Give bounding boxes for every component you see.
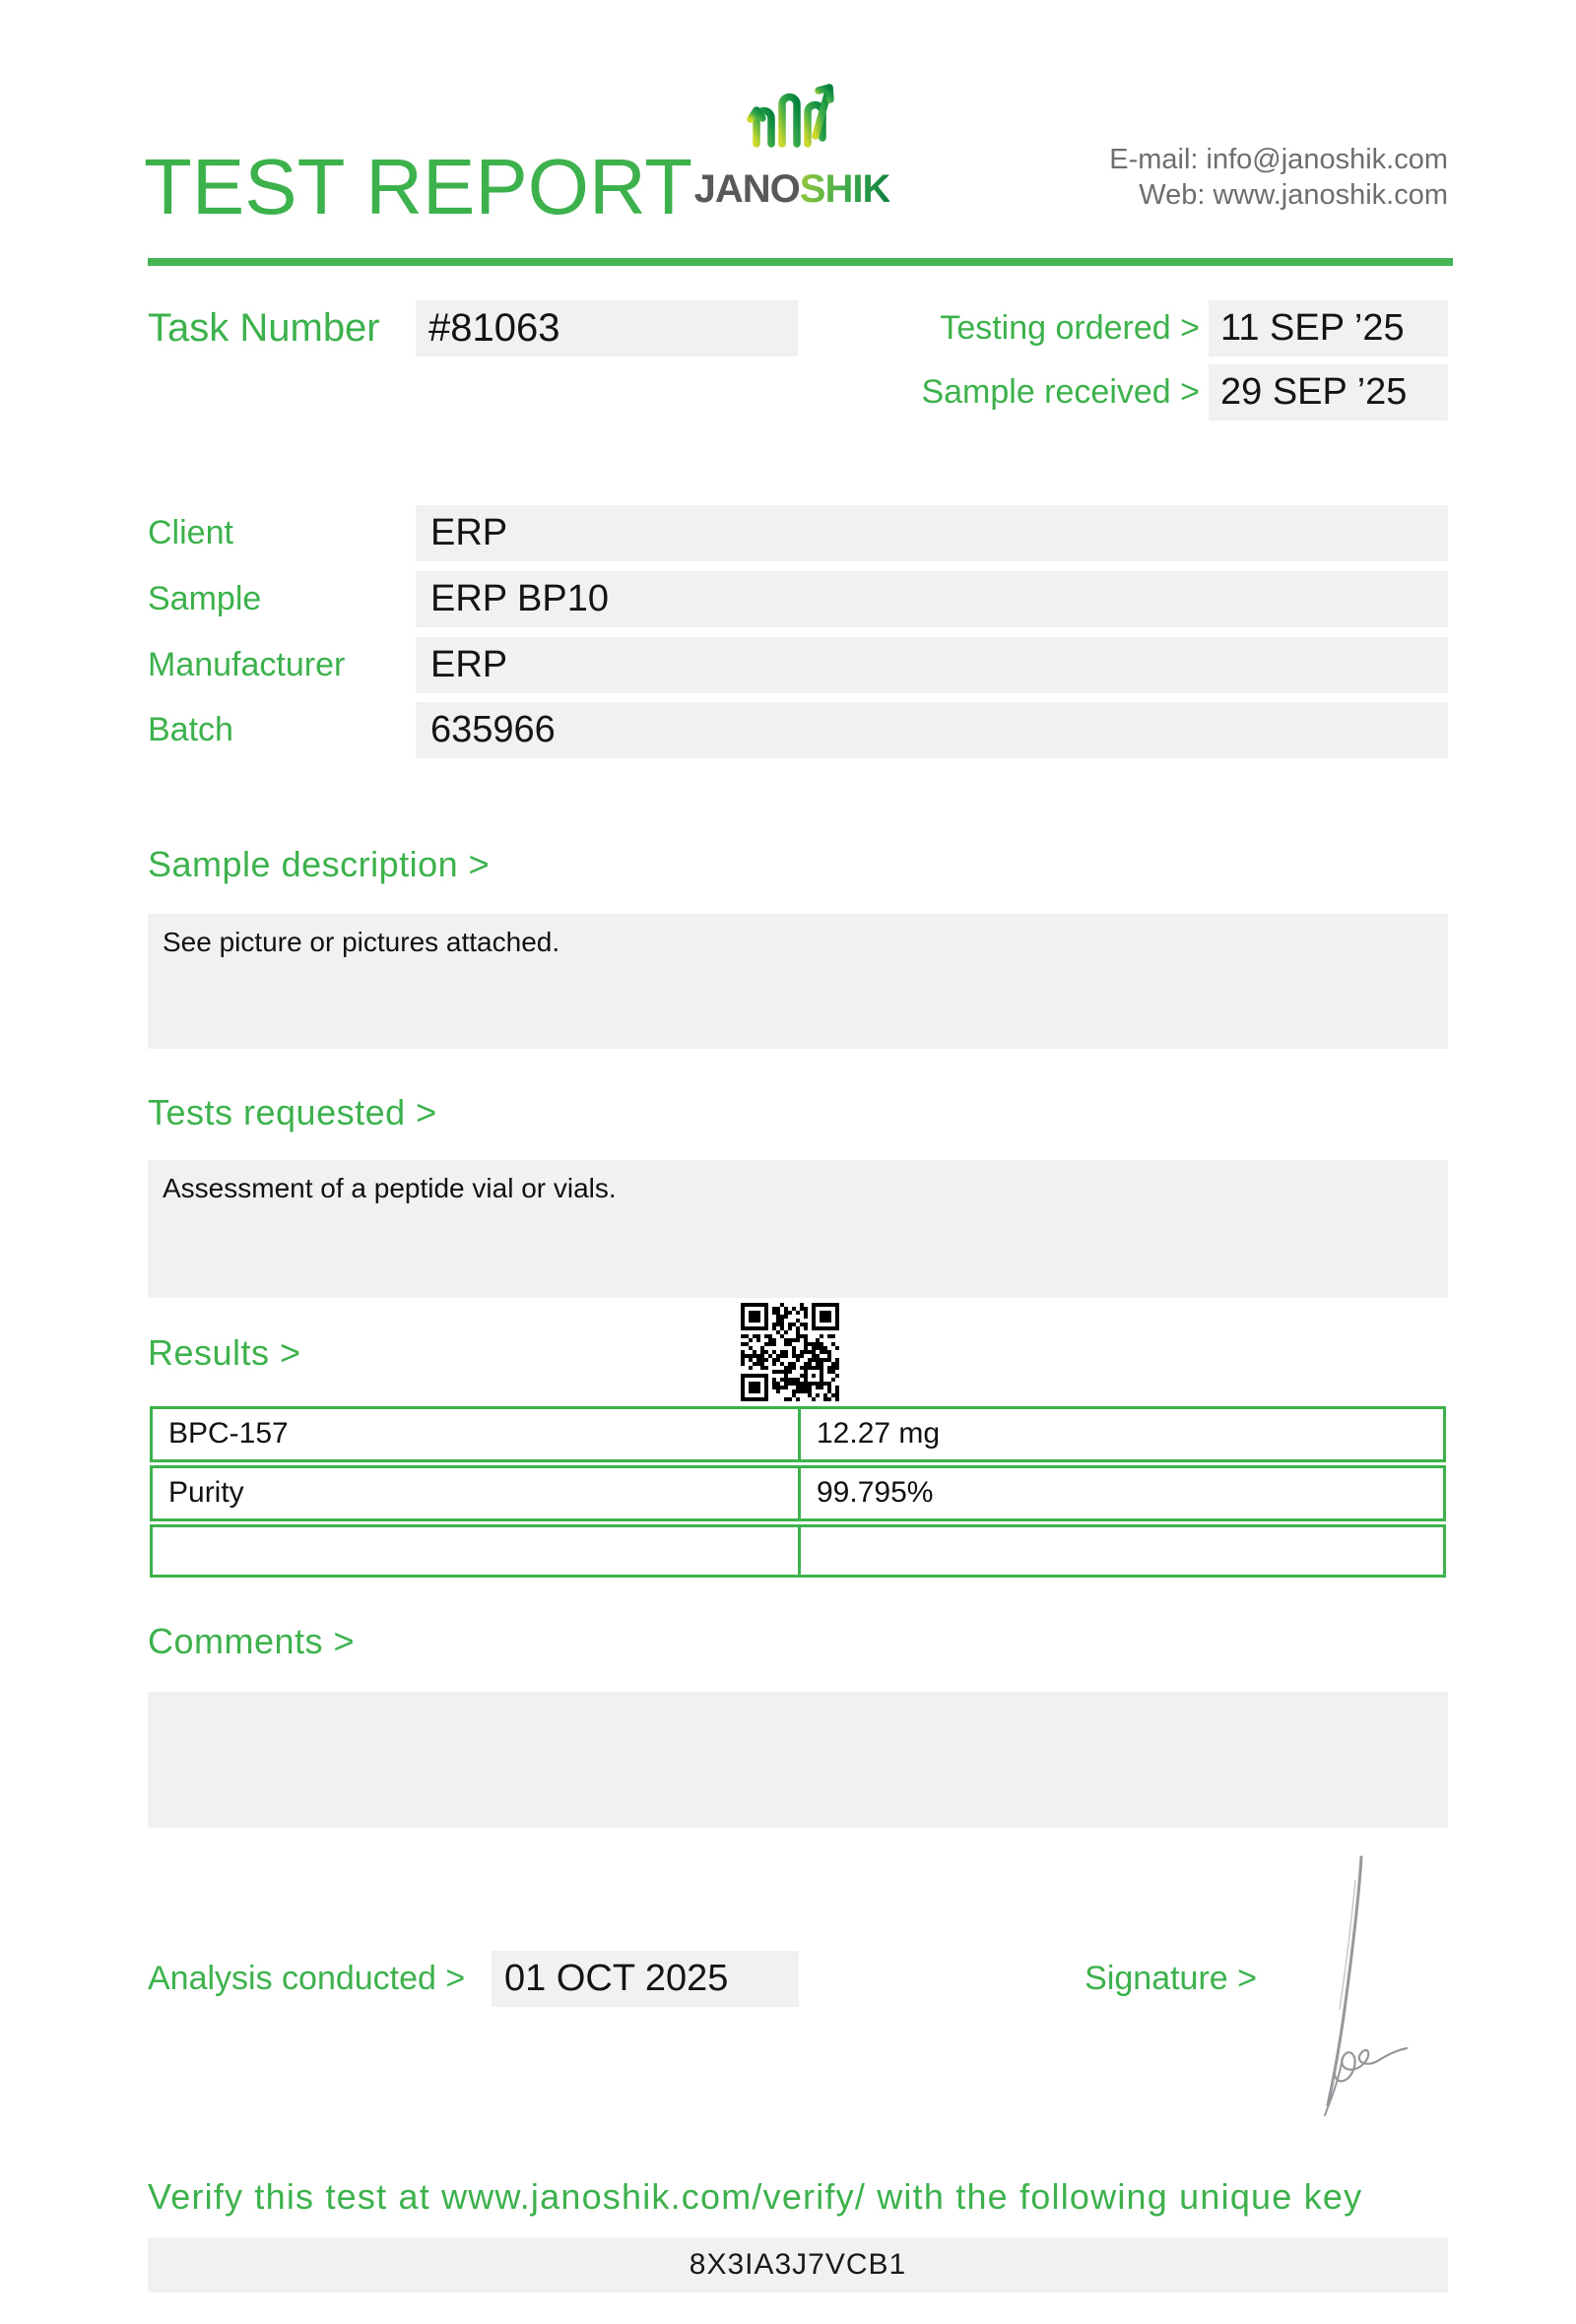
unique-key-value: 8X3IA3J7VCB1 [689, 2248, 907, 2281]
web-value: www.janoshik.com [1213, 179, 1448, 211]
qr-code [738, 1300, 842, 1404]
result-name: BPC-157 [168, 1417, 289, 1450]
verify-instruction: Verify this test at www.janoshik.com/verify/ with the following unique key [148, 2176, 1363, 2217]
page-title: TEST REPORT [144, 143, 693, 230]
comments-heading: Comments > [148, 1621, 356, 1661]
task-number-value: #81063 [428, 306, 560, 350]
logo-shik: SHIK [799, 167, 890, 211]
result-value: 99.795% [817, 1476, 934, 1509]
testing-ordered-field [1209, 300, 1448, 356]
results-heading: Results > [148, 1332, 301, 1373]
table-row [150, 1524, 1446, 1578]
email-value: info@janoshik.com [1206, 144, 1448, 175]
sample-value: ERP BP10 [430, 578, 609, 619]
sample-received-field [1209, 364, 1448, 420]
sample-received-label: Sample received > [921, 373, 1200, 411]
task-number-field [416, 300, 798, 356]
results-table [150, 1406, 1446, 1581]
email-label: E-mail: [1109, 144, 1199, 175]
contact-block [995, 142, 1448, 213]
sample-description-heading: Sample description > [148, 844, 491, 884]
janoshik-logo-icon [746, 81, 834, 169]
client-label: Client [148, 514, 233, 551]
tests-requested-text: Assessment of a peptide vial or vials. [163, 1173, 617, 1203]
comments-box [148, 1692, 1448, 1828]
tests-requested-heading: Tests requested > [148, 1092, 437, 1132]
sample-description-box [148, 914, 1448, 1049]
sample-label: Sample [148, 580, 262, 617]
manufacturer-field [416, 637, 1448, 693]
table-row [150, 1406, 1446, 1462]
client-value: ERP [430, 512, 508, 553]
unique-key-field [148, 2237, 1448, 2292]
sample-received-value: 29 SEP ’25 [1220, 371, 1408, 413]
logo-jano: JANO [693, 167, 800, 211]
manufacturer-value: ERP [430, 644, 508, 685]
analysis-date-field [492, 1951, 799, 2007]
signature-label: Signature > [1084, 1960, 1257, 1997]
batch-value: 635966 [430, 709, 556, 750]
signature-scribble [1298, 1851, 1456, 2127]
web-label: Web: [1139, 179, 1206, 211]
analysis-date-value: 01 OCT 2025 [504, 1958, 729, 1999]
sample-field [416, 571, 1448, 627]
result-value: 12.27 mg [817, 1417, 941, 1450]
batch-label: Batch [148, 711, 233, 748]
janoshik-logo-text [678, 167, 906, 211]
contact-email-line [995, 142, 1448, 177]
sample-description-text: See picture or pictures attached. [163, 927, 560, 957]
tests-requested-box [148, 1160, 1448, 1298]
client-field [416, 505, 1448, 561]
testing-ordered-label: Testing ordered > [940, 309, 1200, 347]
manufacturer-label: Manufacturer [148, 646, 346, 683]
table-row [150, 1465, 1446, 1521]
analysis-conducted-label: Analysis conducted > [148, 1960, 466, 1997]
batch-field [416, 702, 1448, 758]
contact-web-line [995, 177, 1448, 213]
header-divider [148, 258, 1453, 266]
result-name: Purity [168, 1476, 244, 1509]
testing-ordered-value: 11 SEP ’25 [1220, 307, 1405, 349]
task-number-label: Task Number [148, 306, 380, 350]
